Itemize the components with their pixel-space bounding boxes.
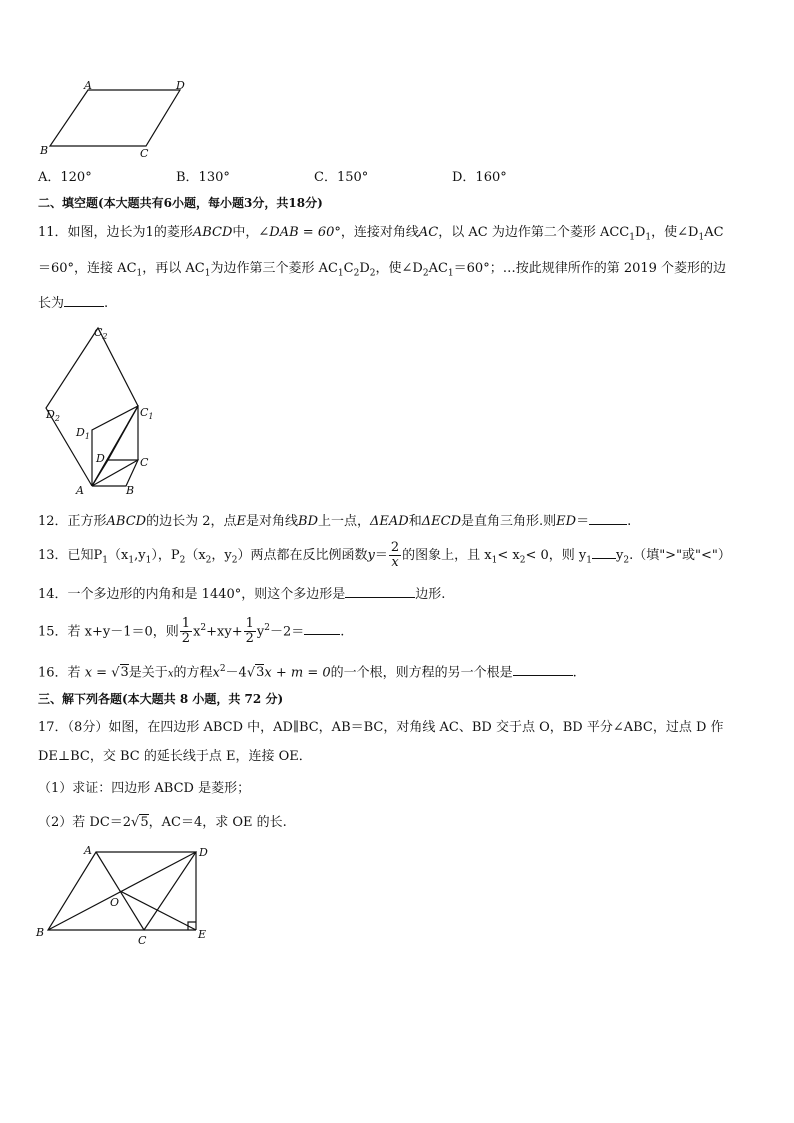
q11-answer-blank[interactable] <box>64 292 104 307</box>
sup: 2 <box>200 623 207 633</box>
sub: 1 <box>145 555 152 566</box>
q12-e: E <box>236 514 247 529</box>
q12-ed: ED <box>556 514 577 529</box>
section2-title: 二、填空题(本大题共有6小题，每小题3分，共18分) <box>38 196 323 210</box>
sub: 2 <box>519 555 526 566</box>
q15-fraction-1 <box>180 617 192 646</box>
q17-label-e: E <box>198 928 207 941</box>
sqrt-icon: √ <box>131 815 140 830</box>
q13-text: .（填">"或"<"） <box>629 548 731 563</box>
q13-text: 的图象上，且 x <box>402 548 492 563</box>
q11-abcd: ABCD <box>192 225 233 240</box>
q13-fraction <box>389 541 401 570</box>
q11-label-b: B <box>126 484 135 497</box>
q11-label-d2: $D_2$ <box>46 408 60 423</box>
q11-text: AC <box>428 261 448 276</box>
q16-text: 的方程 <box>173 665 213 681</box>
q11-line3 <box>38 292 766 313</box>
q10-option-d: D．160° <box>452 170 507 185</box>
sub: 1 <box>491 555 498 566</box>
q17-line1: 17．（8分）如图，在四边形 ABCD 中，AD∥BC，AB＝BC，对角线 AC、BD 交于点 O，BD 平分∠ABC，过点 D 作 <box>38 720 724 735</box>
q16-radicand: 3 <box>120 665 129 681</box>
q14-text: 边形. <box>415 587 446 602</box>
q16-x: x <box>84 665 93 681</box>
q16-text: 的一个根，则方程的另一个根是 <box>330 665 513 681</box>
q16-x: x <box>167 668 174 680</box>
q10-label-c: C <box>140 147 149 160</box>
q15-denominator: 2 <box>181 631 191 647</box>
q15-numerator: 1 <box>181 616 191 632</box>
q13-numerator: 2 <box>390 540 400 555</box>
q12-text: ＝ <box>576 514 590 529</box>
q16-line <box>38 660 766 683</box>
sub: 2 <box>369 268 376 279</box>
section3-title: 三、解下列各题(本大题共 8 小题，共 72 分) <box>38 692 284 706</box>
q11-angle: ∠DAB = 60° <box>258 225 341 240</box>
q11-text: 中， <box>232 225 259 240</box>
sup: 2 <box>264 623 270 633</box>
q13-text: ，y <box>211 548 232 563</box>
q11-label-c1: $C_1$ <box>140 406 154 421</box>
q12-text: 的边长为 2，点 <box>146 514 237 529</box>
q17-radicand: 5 <box>140 815 149 830</box>
q12-ecd: ΔECD <box>421 514 461 529</box>
q13-line <box>38 540 766 577</box>
q10-parallelogram <box>50 90 180 146</box>
q11-label-c: C <box>140 456 149 469</box>
q11-text: AC <box>704 225 724 240</box>
q11-text: D <box>634 225 646 240</box>
q11-label-d1: $D_1$ <box>76 426 90 441</box>
q15-denominator: 2 <box>245 631 254 647</box>
q15-text: . <box>340 624 345 640</box>
q16-text: 是关于 <box>128 665 168 681</box>
sqrt-icon: √ <box>246 665 256 681</box>
q16-answer-blank[interactable] <box>513 661 573 676</box>
sub: 1 <box>136 268 143 279</box>
q15-text: 15．若 x+y－1＝0，则 <box>38 624 179 640</box>
q16-text: 16．若 <box>38 665 81 681</box>
sub: 1 <box>629 232 635 243</box>
q11-text: ，使∠D <box>375 261 423 276</box>
q13-text: < x <box>497 548 520 563</box>
q11-text: 长为 <box>38 296 65 311</box>
q17-rhombus-figure <box>34 840 214 950</box>
q11-text: ，使∠D <box>651 225 699 240</box>
q13-text: （x <box>185 548 206 563</box>
q10-option-b: B．130° <box>176 170 230 185</box>
q12-ead: ΔEAD <box>370 514 409 529</box>
q11-rhombus-figure <box>40 322 170 502</box>
q11-ac: AC <box>418 225 439 240</box>
q15-fraction-2 <box>244 617 256 646</box>
q11-text: ，再以 AC <box>142 261 205 276</box>
q16-text: = <box>96 665 108 681</box>
q15-answer-blank[interactable] <box>304 620 340 635</box>
q11-text: ，以 AC 为边作第二个菱形 ACC <box>438 225 630 240</box>
q15-text: x <box>193 624 201 640</box>
q13-text: ），P <box>151 548 180 563</box>
q15-numerator: 1 <box>245 616 254 632</box>
q17-label-d: D <box>199 846 208 859</box>
sub: 1 <box>337 268 344 279</box>
q13-text: ＝ <box>374 548 388 563</box>
q15-line <box>38 612 766 648</box>
q17-text: ，AC＝4，求 OE 的长. <box>148 815 287 830</box>
q13-text: （x <box>108 548 129 563</box>
q17-part2 <box>38 814 766 832</box>
sub: 1 <box>698 232 705 243</box>
q13-text: < 0，则 y <box>525 548 587 563</box>
q13-text: ）两点都在反比例函数 <box>237 548 368 563</box>
sup: 2 <box>219 664 226 674</box>
q10-label-d: D <box>176 79 185 92</box>
q13-text: 13．已知P <box>38 548 103 563</box>
q11-text: . <box>104 296 109 311</box>
q13-denominator: x <box>391 555 399 570</box>
q12-text: 上一点， <box>318 514 371 529</box>
q16-eqn: －4 <box>225 665 247 681</box>
q12-abcd: ABCD <box>106 514 147 529</box>
q13-answer-blank[interactable] <box>592 544 616 559</box>
q17-label-o: O <box>110 896 120 909</box>
q17-label-b: B <box>36 926 45 939</box>
q11-text: ＝60°；…按此规律所作的第 2019 个菱形的边 <box>453 261 727 276</box>
sub: 1 <box>204 268 211 279</box>
q11-label-d: D <box>96 452 105 465</box>
sub: 1 <box>447 268 454 279</box>
q17-label-a: A <box>84 844 92 857</box>
sub: 1 <box>102 555 109 566</box>
q10-label-a: A <box>84 79 92 92</box>
sub: 2 <box>205 555 212 566</box>
q10-label-b: B <box>40 144 49 157</box>
q16-eqn: x <box>212 665 220 681</box>
q11-text: D <box>359 261 370 276</box>
q15-text: +xy+ <box>206 624 243 640</box>
sub: 2 <box>231 555 238 566</box>
q16-text: . <box>572 665 577 681</box>
q12-answer-blank[interactable] <box>589 510 627 525</box>
sub: 2 <box>353 268 360 279</box>
q11-text: ，连接对角线 <box>340 225 419 240</box>
sub: 2 <box>179 555 186 566</box>
q14-answer-blank[interactable] <box>345 583 415 598</box>
q12-text: 12．正方形 <box>38 514 107 529</box>
q11-label-a: A <box>76 484 84 497</box>
q10-option-a: A．120° <box>38 170 92 185</box>
q14-line <box>38 583 766 604</box>
q17-part1: （1）求证：四边形 ABCD 是菱形； <box>38 781 251 796</box>
q13-text: y <box>615 548 624 563</box>
q12-bd: BD <box>298 514 319 529</box>
q11-line1 <box>38 224 766 247</box>
q15-text: －2＝ <box>270 624 305 640</box>
q13-y: y <box>367 548 375 563</box>
q11-line2 <box>38 260 766 283</box>
q17-text: （2）若 DC＝2 <box>38 815 132 830</box>
q12-line <box>38 510 766 531</box>
q11-text: ＝60°，连接 AC <box>38 261 137 276</box>
q15-text: y <box>256 624 265 640</box>
sqrt-icon: √ <box>111 665 120 681</box>
q10-option-c: C．150° <box>314 170 369 185</box>
q13-text: ,y <box>134 548 146 563</box>
q12-text: 是直角三角形.则 <box>461 514 557 529</box>
q17-label-c: C <box>138 934 147 947</box>
q11-text: 11．如图，边长为1的菱形 <box>38 225 193 240</box>
q16-eqn: x + m = 0 <box>264 665 331 681</box>
q14-text: 14．一个多边形的内角和是 1440°，则这个多边形是 <box>38 587 346 602</box>
sub: 1 <box>128 555 135 566</box>
q12-text: 是对角线 <box>246 514 299 529</box>
q11-text: C <box>343 261 354 276</box>
q10-parallelogram-figure <box>36 78 196 162</box>
q12-text: 和 <box>408 514 422 529</box>
q12-text: . <box>627 514 632 529</box>
sub: 1 <box>586 555 592 566</box>
q17-line2: DE⊥BC，交 BC 的延长线于点 E，连接 OE． <box>38 749 312 764</box>
q11-text: 为边作第三个菱形 AC <box>210 261 338 276</box>
q11-label-c2: $C_2$ <box>94 326 108 341</box>
q16-radicand: 3 <box>256 665 265 681</box>
sub: 1 <box>645 232 652 243</box>
sub: 2 <box>422 268 429 279</box>
sub: 2 <box>623 555 630 566</box>
